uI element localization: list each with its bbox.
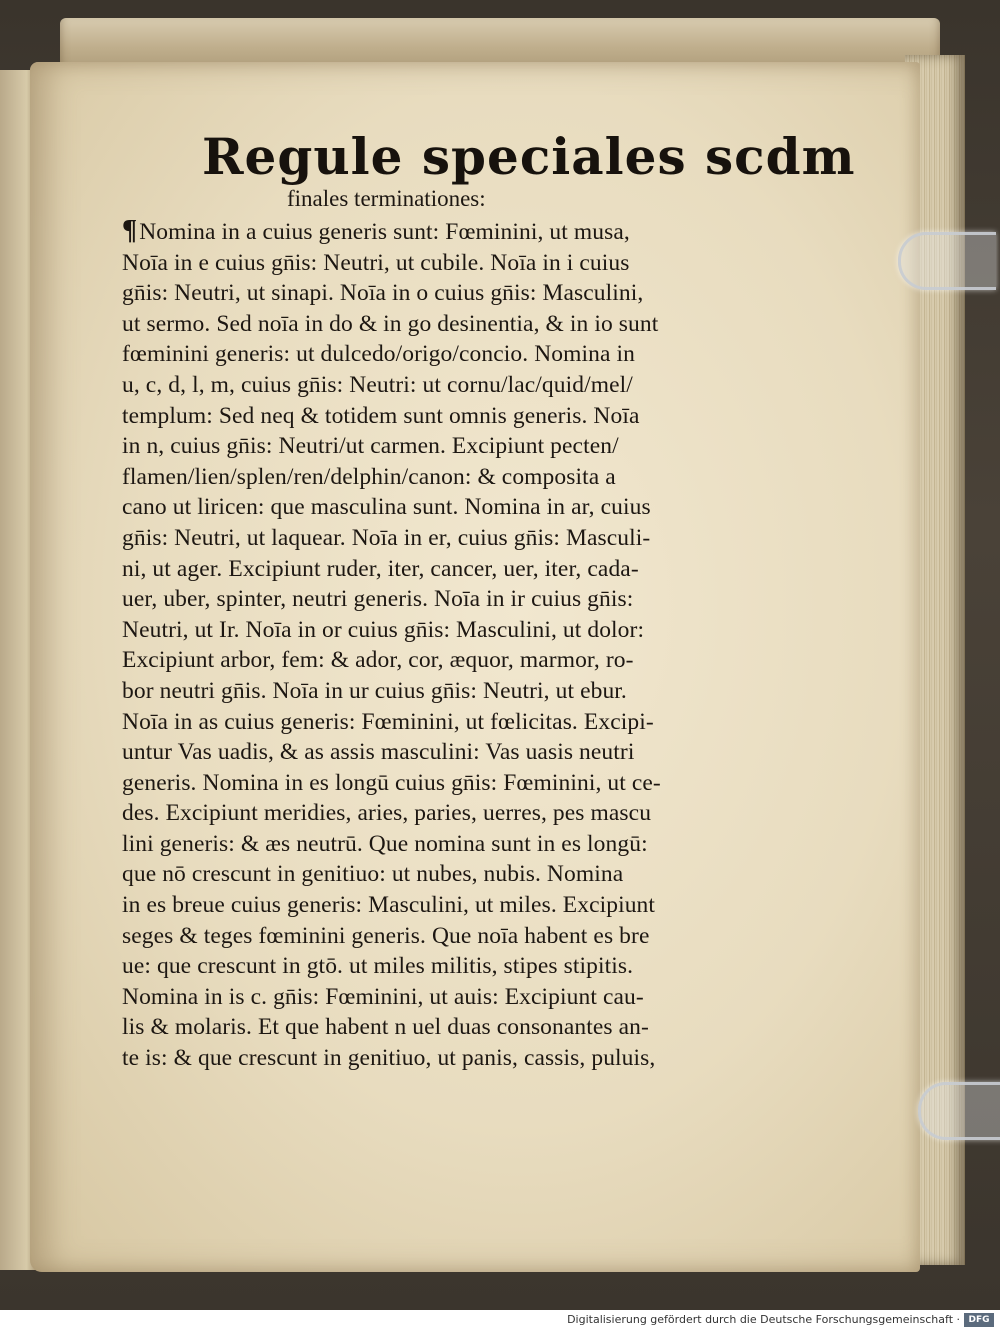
text-line: cano ut liricen: que masculina sunt. Nomina in ar, cuius [122, 494, 651, 521]
text-line: Noīa in e cuius gn̄is: Neutri, ut cubile. Noīa in i cuius [122, 249, 630, 276]
dfg-logo: DFG [964, 1313, 994, 1327]
text-line: Neutri, ut Ir. Noīa in or cuius gn̄is: Masculini, ut dolor: [122, 616, 645, 643]
page-subheading: finales terminationes: [287, 186, 486, 211]
text-line: untur Vas uadis, & as assis masculini: Vas uasis neutri [122, 739, 635, 766]
text-line: gn̄is: Neutri, ut sinapi. Noīa in o cuius gn̄is: Masculini, [122, 280, 644, 307]
text-line: ni, ut ager. Excipiunt ruder, iter, cancer, uer, iter, cada- [122, 555, 639, 582]
text-line: Excipiunt arbor, fem: & ador, cor, æquor, marmor, ro- [122, 647, 634, 674]
text-line: generis. Nomina in es longū cuius gn̄is: Fœminini, ut ce- [122, 769, 661, 796]
text-line: flamen/lien/splen/ren/delphin/canon: & composita a [122, 463, 616, 490]
text-line [122, 216, 772, 248]
text-line: gn̄is: Neutri, ut laquear. Noīa in er, cuius gn̄is: Masculi- [122, 524, 651, 551]
text-line: que nō crescunt in genitiuo: ut nubes, nubis. Nomina [122, 861, 624, 888]
text-line: Nomina in is c. gn̄is: Fœminini, ut auis: Excipiunt cau- [122, 983, 644, 1010]
footer-bar [0, 1310, 1000, 1331]
text-line: bor neutri gn̄is. Noīa in ur cuius gn̄is: Neutri, ut ebur. [122, 677, 627, 704]
text-line: lis & molaris. Et que habent n uel duas consonantes an- [122, 1014, 649, 1041]
text-line-content: Nomina in a cuius generis sunt: Fœminini, ut musa, [139, 219, 630, 245]
printed-text-block [122, 127, 856, 1074]
text-line: u, c, d, l, m, cuius gn̄is: Neutri: ut cornu/lac/quid/mel/ [122, 371, 633, 398]
text-line: te is: & que crescunt in genitiuo, ut panis, cassis, puluis, [122, 1045, 656, 1072]
text-line: lini generis: & æs neutrū. Que nomina sunt in es longū: [122, 830, 648, 857]
text-line: templum: Sed neq & totidem sunt omnis generis. Noīa [122, 402, 640, 429]
text-line: des. Excipiunt meridies, aries, paries, uerres, pes mascu [122, 800, 652, 827]
text-line: fœminini generis: ut dulcedo/origo/concio. Nomina in [122, 341, 635, 368]
page-clip-bottom [918, 1082, 1000, 1140]
text-line: in n, cuius gn̄is: Neutri/ut carmen. Excipiunt pecten/ [122, 433, 619, 460]
body-text [122, 216, 772, 1074]
page-clip-top [898, 232, 996, 290]
text-line: Noīa in as cuius generis: Fœminini, ut fœlicitas. Excipi- [122, 708, 654, 735]
pilcrow-mark: ¶ [122, 215, 138, 246]
text-line: seges & teges fœminini generis. Que noīa habent es bre [122, 922, 650, 949]
text-line: ue: que crescunt in gtō. ut miles militis, stipes stipitis. [122, 953, 634, 980]
funding-credit: Digitalisierung gefördert durch die Deutsche Forschungsgemeinschaft · [567, 1313, 960, 1326]
text-line: in es breue cuius generis: Masculini, ut miles. Excipiunt [122, 892, 656, 919]
text-line: uer, uber, spinter, neutri generis. Noīa in ir cuius gn̄is: [122, 586, 634, 613]
text-line: ut sermo. Sed noīa in do & in go desinentia, & in io sunt [122, 310, 659, 337]
page-heading: Regule speciales scdm [202, 127, 856, 186]
